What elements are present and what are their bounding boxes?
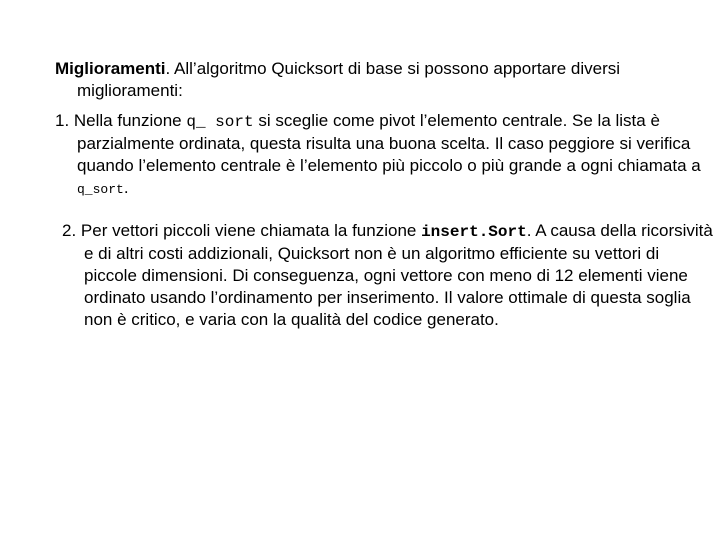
- intro-paragraph: [55, 58, 717, 102]
- point-1-text: si sceglie come pivot l’elemento centrale. Se la lista è parzialmente ordinata, questa risulta una buona scelta. Il caso peggiore si verifica quando l’elemento centrale è l’elemento più piccolo o più grande a ogni chiamata a: [77, 111, 701, 175]
- point-2-code-insertsort: insert.Sort: [421, 223, 527, 241]
- point-2-lead: 2. Per vettori piccoli viene chiamata la funzione: [62, 221, 422, 240]
- point-2-text: . A causa della ricorsività e di altri costi addizionali, Quicksort non è un algoritmo efficiente su vettori di piccole dimensioni. Di conseguenza, ogni vettore con meno di 12 elementi viene ordinato usando l’ordinamento per inserimento. Il valore ottimale di questa soglia non è critico, e varia con la qualità del codice generato.: [84, 221, 713, 329]
- point-1-lead: 1. Nella funzione: [55, 111, 187, 130]
- point-1-end: .: [123, 178, 129, 197]
- intro-text: . All’algoritmo Quicksort di base si possono apportare diversi miglioramenti:: [77, 59, 621, 100]
- point-1-code-qsort-call: q_sort: [77, 182, 124, 197]
- intro-bold-lead: Miglioramenti: [55, 59, 166, 78]
- point-1-code-qsort: q_ sort: [186, 113, 254, 131]
- point-2-paragraph: [62, 220, 714, 331]
- point-1-paragraph: [55, 110, 717, 201]
